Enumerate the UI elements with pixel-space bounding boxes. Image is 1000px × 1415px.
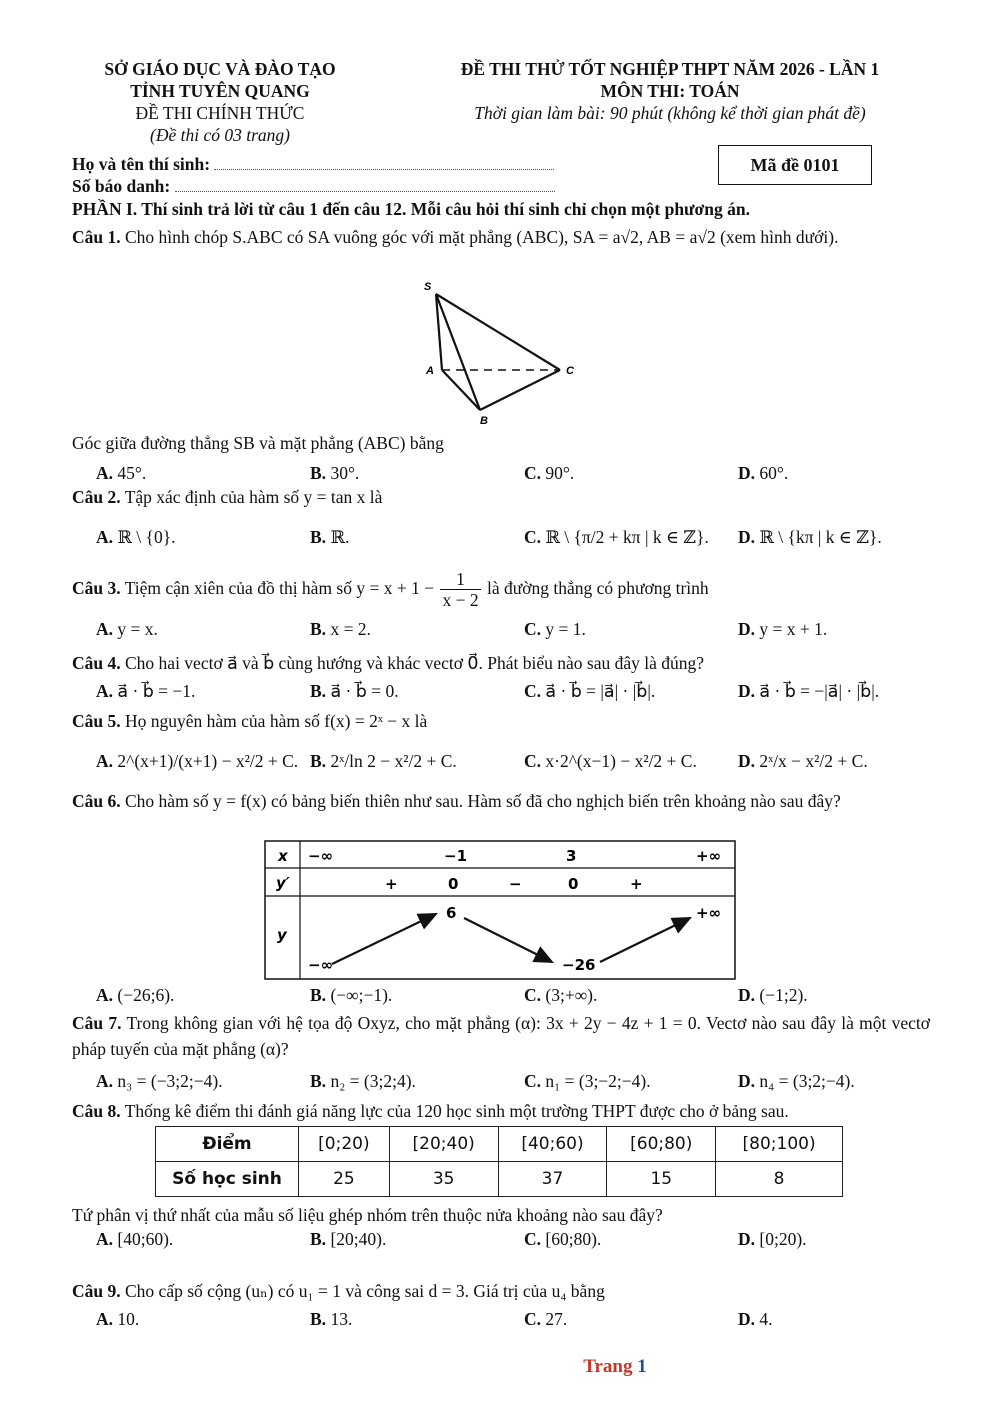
q1-ask: Góc giữa đường thẳng SB và mặt phẳng (ABC) bằng: [72, 433, 444, 453]
subject: MÔN THI: TOÁN: [600, 81, 740, 101]
q2-option-a[interactable]: A. ℝ \ {0}.: [96, 527, 176, 547]
exam-title: ĐỀ THI THỬ TỐT NGHIỆP THPT NĂM 2026 - LẦN 1: [460, 59, 880, 79]
y-val-minus-26: −26: [562, 956, 596, 974]
q5-option-d[interactable]: D. 2ˣ/x − x²/2 + C.: [738, 751, 868, 771]
id-field[interactable]: [175, 177, 555, 192]
question-8: Câu 8. Thống kê điểm thi đánh giá năng lực của 120 học sinh một trường THPT được cho ở bảng sau.: [72, 1101, 789, 1121]
question-9: Câu 9. Cho cấp số cộng (uₙ) có u₁ = 1 và công sai d = 3. Giá trị của u₄ bằng: [72, 1281, 605, 1301]
svg-text:−: −: [509, 875, 522, 893]
label-a: A: [426, 365, 434, 377]
q7-option-a[interactable]: A. n₃ = (−3;2;−4).: [96, 1071, 223, 1091]
y-val-neg-inf: −∞: [308, 956, 334, 974]
q3-option-c[interactable]: C. y = 1.: [524, 619, 586, 639]
svg-text:y: y: [277, 926, 287, 944]
q8-option-c[interactable]: C. [60;80).: [524, 1229, 602, 1249]
exam-code-box: Mã đề 0101: [718, 145, 872, 185]
q8-option-b[interactable]: B. [20;40).: [310, 1229, 387, 1249]
q9-option-a[interactable]: A. 10.: [96, 1309, 140, 1329]
q2-option-b[interactable]: B. ℝ.: [310, 527, 350, 547]
q4-option-b[interactable]: B. a⃗ · b⃗ = 0.: [310, 681, 399, 701]
q3-option-a[interactable]: A. y = x.: [96, 619, 158, 639]
student-info: [72, 153, 555, 197]
q6-option-b[interactable]: B. (−∞;−1).: [310, 985, 393, 1005]
q7-option-d[interactable]: D. n₄ = (3;2;−4).: [738, 1071, 855, 1091]
q5-option-c[interactable]: C. x·2^(x−1) − x²/2 + C.: [524, 751, 697, 771]
svg-text:+: +: [630, 875, 643, 893]
time-limit: Thời gian làm bài: 90 phút (không kể thời gian phát đề): [474, 103, 866, 123]
question-5: Câu 5. Họ nguyên hàm của hàm số f(x) = 2ˣ − x là: [72, 711, 428, 731]
q4-option-d[interactable]: D. a⃗ · b⃗ = −|a⃗| · |b⃗|.: [738, 681, 880, 701]
variation-table: [264, 840, 736, 980]
name-field[interactable]: [214, 155, 554, 170]
q5-option-b[interactable]: B. 2ˣ/ln 2 − x²/2 + C.: [310, 751, 457, 771]
q9-option-c[interactable]: C. 27.: [524, 1309, 568, 1329]
page-number: Trang 1: [583, 1356, 647, 1377]
y-val-pos-inf: +∞: [696, 904, 722, 922]
x-val-3: 3: [566, 847, 577, 865]
q1-option-d[interactable]: D. 60°.: [738, 463, 789, 483]
q7-option-c[interactable]: C. n₁ = (3;−2;−4).: [524, 1071, 651, 1091]
q3-option-b[interactable]: B. x = 2.: [310, 619, 371, 639]
q1-option-a[interactable]: A. 45°.: [96, 463, 147, 483]
svg-text:x: x: [278, 847, 288, 865]
name-label: Họ và tên thí sinh:: [72, 154, 211, 174]
province: TỈNH TUYÊN QUANG: [130, 81, 310, 101]
official-label: ĐỀ THI CHÍNH THỨC: [135, 103, 305, 123]
q1-number: Câu 1.: [72, 227, 121, 247]
q9-option-d[interactable]: D. 4.: [738, 1309, 773, 1329]
id-label: Số báo danh:: [72, 176, 171, 196]
question-2: Câu 2. Tập xác định của hàm số y = tan x là: [72, 487, 383, 507]
q2-option-c[interactable]: C. ℝ \ {π/2 + kπ | k ∈ ℤ}.: [524, 527, 709, 547]
q8-option-d[interactable]: D. [0;20).: [738, 1229, 807, 1249]
question-6: Câu 6. Cho hàm số y = f(x) có bảng biến thiên như sau. Hàm số đã cho nghịch biến trên khoảng nào sau đây?: [72, 791, 841, 811]
label-c: C: [566, 365, 574, 377]
question-7: Câu 7. Trong không gian với hệ tọa độ Oxyz, cho mặt phẳng (α): 3x + 2y − 4z + 1 = 0. Vectơ nào sau đây là một vectơ pháp tuyến của mặt phẳng (α)?: [72, 1013, 931, 1059]
svg-text:0: 0: [568, 875, 579, 893]
label-s: S: [424, 281, 432, 293]
q8-ask: Tứ phân vị thứ nhất của mẫu số liệu ghép nhóm trên thuộc nửa khoảng nào sau đây?: [72, 1205, 663, 1225]
question-1: [72, 224, 930, 250]
q4-option-c[interactable]: C. a⃗ · b⃗ = |a⃗| · |b⃗|.: [524, 681, 656, 701]
dept: SỞ GIÁO DỤC VÀ ĐÀO TẠO: [104, 59, 336, 79]
svg-text:y′: y′: [276, 874, 290, 892]
q3-option-d[interactable]: D. y = x + 1.: [738, 619, 828, 639]
q7-option-b[interactable]: B. n₂ = (3;2;4).: [310, 1071, 416, 1091]
question-4: Câu 4. Cho hai vectơ a⃗ và b⃗ cùng hướng và khác vectơ 0⃗. Phát biểu nào sau đây là đúng?: [72, 653, 705, 673]
question-3: Câu 3. Tiệm cận xiên của đồ thị hàm số y = x + 1 − $\frac{1}{x - 2}$ là đường thẳng có phương trình: [72, 569, 709, 611]
y-val-6: 6: [446, 904, 457, 922]
q1-option-c[interactable]: C. 90°.: [524, 463, 575, 483]
part-one-heading: PHẦN I. Thí sinh trả lời từ câu 1 đến câu 12. Mỗi câu hỏi thí sinh chỉ chọn một phương án.: [72, 199, 750, 219]
q8-option-a[interactable]: A. [40;60).: [96, 1229, 174, 1249]
svg-text:+: +: [385, 875, 398, 893]
x-val-neg-inf: −∞: [308, 847, 334, 865]
x-val-minus-1: −1: [444, 847, 468, 865]
q4-option-a[interactable]: A. a⃗ · b⃗ = −1.: [96, 681, 196, 701]
q6-option-c[interactable]: C. (3;+∞).: [524, 985, 598, 1005]
page-count: (Đề thi có 03 trang): [150, 125, 290, 145]
x-val-pos-inf: +∞: [696, 847, 722, 865]
header-left: [60, 58, 380, 146]
q6-option-a[interactable]: A. (−26;6).: [96, 985, 175, 1005]
score-table: Điểm [0;20) [20;40) [40;60) [60;80) [80;100) Số học sinh 25 35 37 15 8: [155, 1126, 843, 1197]
svg-text:0: 0: [448, 875, 459, 893]
q9-option-b[interactable]: B. 13.: [310, 1309, 353, 1329]
q6-option-d[interactable]: D. (−1;2).: [738, 985, 808, 1005]
q2-option-d[interactable]: D. ℝ \ {kπ | k ∈ ℤ}.: [738, 527, 882, 547]
label-b: B: [480, 415, 488, 427]
q1-text: Cho hình chóp S.ABC có SA vuông góc với mặt phẳng (ABC), SA = a√2, AB = a√2 (xem hình dưới).: [125, 227, 839, 247]
pyramid-figure: [420, 278, 590, 428]
header-right: [390, 58, 950, 124]
q5-option-a[interactable]: A. 2^(x+1)/(x+1) − x²/2 + C.: [96, 751, 299, 771]
q1-option-b[interactable]: B. 30°.: [310, 463, 360, 483]
